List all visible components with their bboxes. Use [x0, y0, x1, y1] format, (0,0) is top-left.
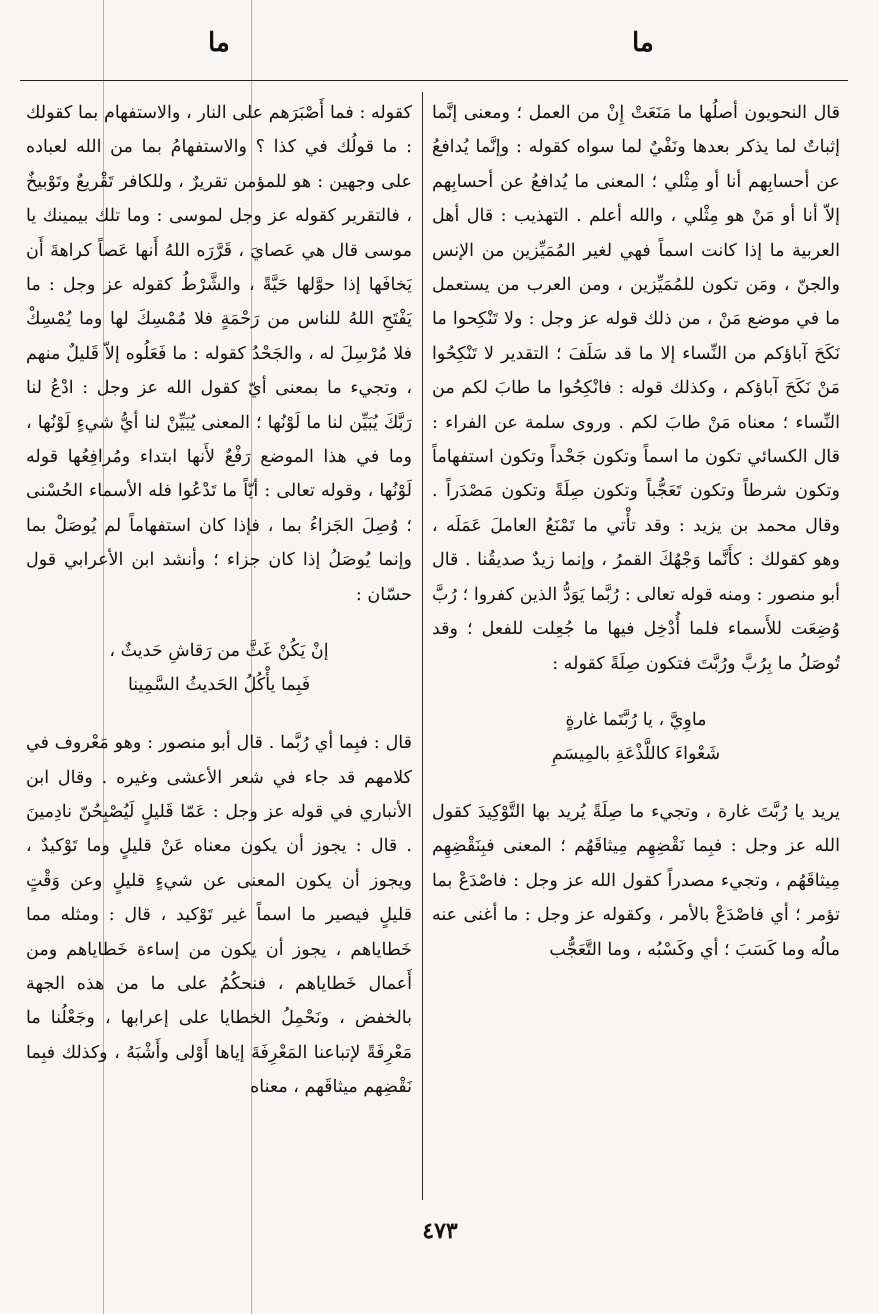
verse-line: ماوِيَّ ، يا رُبَّتَما غارةٍ	[565, 709, 707, 730]
verse-line: إنْ يَكُنْ غَثَّ من رَقاشِ حَديثٌ ،	[109, 641, 329, 662]
page-number: ٤٧٣	[422, 1218, 458, 1244]
left-column	[26, 96, 412, 1202]
left-column-verse	[26, 634, 412, 702]
verse-line: فَبِما يأْكُلُ الحَديثُ السَّمِينا	[127, 675, 311, 696]
left-column-paragraph: قال : فبِما أي رُبَّما . قال أبو منصور : وهو مَعْروف في كلامهم قد جاء في شعر الأعشى وغيره . وقال ابن الأنباري في قوله عز وجل : عَمّا قَليلٍ لَيُصْبِحُنّ نادِمينَ . قال : يجوز أن يكون معناه عَنْ قليلٍ وما تَوْكيدٌ ، ويجوز أن يكون المعنى عن شيءٍ قليلٍ وعن وَقْتٍ قليلٍ فيصير ما اسماً غير تَوْكيد ، قال : ومثله مما خَطاياهم ، يجوز أن يكون من إساءة خَطاياهم ومن أَعمال خَطاياهم ، فنحكُمُ على ما من هذه الجهة بالخفض ، ونَحْمِلُ الخطايا على إعرابها ، وجَعْلُنا ما مَعْرِفَةً لإتباعنا المَعْرِفَةَ إياها أَوْلى وأَشْبَهُ ، وكذلك فبِما نَقْضِهم ميثاقَهم ، معناه	[26, 733, 412, 1098]
right-column-verse	[432, 703, 840, 771]
right-column	[432, 96, 840, 1202]
right-column-paragraph: قال النحويون أصلُها ما مَنَعَتْ إِنْ من العمل ؛ ومعنى إنَّما إثباتٌ لما يذكر بعدها ونَفْيٌ لما سواه كقوله : وإنَّما يُدافعُ عن أحسابِهم أنا أو مِثْلي ؛ المعنى ما يُدافعُ عن أحسابِهم إلاّ أنا أو مَنْ هو مِثْلي ، والله أعلم . التهذيب : قال أهل العربية ما إذا كانت اسماً فهي لغير المُمَيِّزين من الإنس والجنّ ، ومَن تكون للمُمَيِّزين ، ومن العرب من يستعمل ما في موضع مَنْ ، من ذلك قوله عز وجل : ولا تَنْكِحوا ما نَكَحَ آباؤكم من النِّساء إلا ما قد سَلَفَ ؛ التقدير لا تَنْكِحُوا مَنْ نَكَحَ آباؤكم ، وكذلك قوله : فانْكِحُوا ما طابَ لكم من النِّساء ؛ معناه مَنْ طابَ لكم . وروى سلمة عن الفراء : قال الكسائي تكون ما اسماً وتكون جَحْداً وتكون استفهاماً وتكون شرطاً وتكون تَعَجُّباً وتكون صِلَةً وتكون مَصْدَراً . وقال محمد بن يزيد : وقد تأْتي ما تَمْنَعُ العاملَ عَمَلَه ، وهو كقولك : كأَنَّما وَجْهُكَ القمرُ ، وإنما زيدٌ صديقُنا . قال أبو منصور : ومنه قوله تعالى : رُبَّما يَوَدُّ الذين كفروا ؛ رُبَّ وُضِعَت للأَسماء فلما أُدْخِل فيها ما جُعِلت للفعل ؛ وقد تُوصَلُ ما بِرُبَّ ورُبَّتَ فتكون صِلَةً كقوله :	[432, 103, 840, 674]
running-header-left: ما	[208, 28, 230, 58]
column-divider	[422, 92, 423, 1200]
verse-line: شَعْواءَ كاللَّذْعَةِ بالمِيسَمِ	[551, 743, 721, 764]
header-rule	[20, 80, 848, 81]
right-column-paragraph: يريد يا رُبَّتَ غارة ، وتجيء ما صِلَةً يُريد بها التَّوْكِيدَ كقول الله عز وجل : فبِما نَقْضِهِم مِيثاقَهُم ؛ المعنى فبِنَقْضِهِم مِيثاقَهُم ، وتجيء مصدراً كقول الله عز وجل : فاصْدَعْ بما تؤمر ؛ أي فاصْدَعْ بالأمر ، وكقوله عز وجل : ما أغنى عنه مالُه وما كَسَبَ ؛ أي وكَسْبُه ، وما التَّعَجُّب	[432, 801, 840, 960]
running-header-right: ما	[632, 28, 654, 58]
left-column-paragraph: كقوله : فما أَصْبَرَهم على النار ، والاستفهام بما كقولك : ما قولُك في كذا ؟ والاستفهامُ بما من الله لعباده على وجهين : هو للمؤمن تقريرٌ ، وللكافر تَقْريعٌ وتَوْبيخٌ ، فالتقرير كقوله عز وجل لموسى : وما تلك بيمينك يا موسى قال هي عَصايَ ، قَرَّرَه اللهُ أَنها عَصاً كراهةَ أَن يَخافَها إذا حوَّلها حَيَّةً ، والشَّرْطُ كقوله عز وجل : ما يَفْتَحِ اللهُ للناس من رَحْمَةٍ فلا مُمْسِكَ لها وما يُمْسِكْ فلا مُرْسِلَ له ، والجَحْدُ كقوله : ما فَعَلُوه إلاّ قَليلٌ منهم ، وتجيء ما بمعنى أيّ كقول الله عز وجل : ادْعُ لنا رَبَّكَ يُبَيِّن لنا ما لَوْنُها ؛ المعنى يُبَيِّنْ لنا أيُّ شيءٍ لَوْنُها ، وما في هذا الموضع رَفْعٌ لأَنها ابتداء ومُرافِعُها قوله لَوْنُها ، وقوله تعالى : أيّاً ما تَدْعُوا فله الأسماء الحُسْنى ؛ وُصِلَ الجَزاءُ بما ، فإذا كان استفهاماً لم يُوصَلْ بما وإنما يُوصَلُ إذا كان جزاء ؛ وأنشد ابن الأعرابي قول حسّان :	[26, 103, 412, 605]
